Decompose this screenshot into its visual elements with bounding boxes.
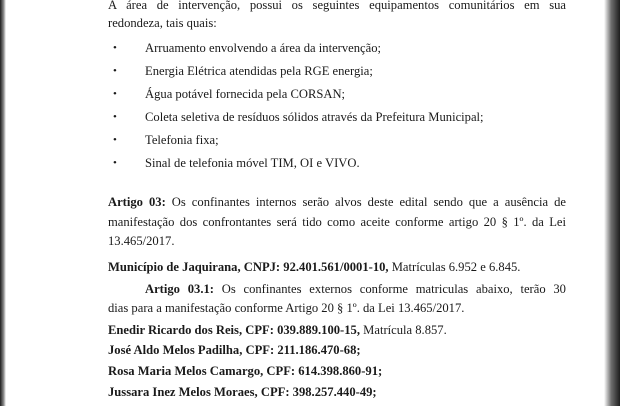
intro-line-1: A área de intervenção, possui os seguintes equipamentos comunitários em sua bbox=[108, 0, 566, 12]
artigo-03-line-1 bbox=[108, 194, 566, 212]
confrontante-name: Rosa Maria Melos Camargo, CPF: 614.398.860-91; bbox=[108, 364, 383, 378]
artigo-03-text: Os confinantes internos serão alvos deste edital sendo que a ausência de bbox=[171, 195, 566, 209]
list-item bbox=[108, 322, 447, 340]
bullet-icon: • bbox=[113, 88, 117, 100]
artigo-031-label: Artigo 03.1: bbox=[145, 282, 214, 296]
municipio-line bbox=[108, 259, 520, 277]
artigo-03-label: Artigo 03: bbox=[108, 195, 166, 209]
list-item: Telefonia fixa; bbox=[145, 133, 219, 147]
list-item bbox=[108, 363, 382, 381]
list-item bbox=[108, 342, 361, 360]
list-item: Coleta seletiva de resíduos sólidos através da Prefeitura Municipal; bbox=[145, 110, 484, 124]
bullet-icon: • bbox=[113, 134, 117, 146]
list-item: Sinal de telefonia móvel TIM, OI e VIVO. bbox=[145, 156, 360, 170]
artigo-031-line-2: dias para a manifestação conforme Artigo 20 § 1º. da Lei 13.465/2017. bbox=[108, 301, 465, 315]
artigo-03-line-2: manifestação dos confrontantes será tido como aceite conforme artigo 20 § 1º. da Lei bbox=[108, 215, 566, 229]
intro-line-2: redondeza, tais quais: bbox=[108, 16, 217, 30]
confrontante-name: Enedir Ricardo dos Reis, CPF: 039.889.100-15, bbox=[108, 323, 360, 337]
bullet-icon: • bbox=[113, 65, 117, 77]
municipio-matriculas: Matrículas 6.952 e 6.845. bbox=[391, 260, 521, 274]
confrontante-matricula: Matrícula 8.857. bbox=[363, 323, 447, 337]
scan-shadow-left bbox=[0, 0, 6, 406]
bullet-icon: • bbox=[113, 42, 117, 54]
artigo-031-line-1 bbox=[145, 281, 566, 299]
list-item: Água potável fornecida pela CORSAN; bbox=[145, 87, 346, 101]
list-item: Arruamento envolvendo a área da intervenção; bbox=[145, 41, 382, 55]
list-item bbox=[108, 384, 377, 402]
confrontante-name: José Aldo Melos Padilha, CPF: 211.186.470-68; bbox=[108, 343, 361, 357]
artigo-031-text: Os confinantes externos conforme matriculas abaixo, terão 30 bbox=[221, 282, 566, 296]
artigo-03-line-3: 13.465/2017. bbox=[108, 234, 175, 248]
list-item: Energia Elétrica atendidas pela RGE energia; bbox=[145, 64, 373, 78]
municipio-name: Município de Jaquirana, CNPJ: 92.401.561/0001-10, bbox=[108, 260, 389, 274]
bullet-icon: • bbox=[113, 111, 117, 123]
confrontante-name: Jussara Inez Melos Moraes, CPF: 398.257.440-49; bbox=[108, 385, 377, 399]
bullet-icon: • bbox=[113, 157, 117, 169]
scan-shadow-right bbox=[604, 0, 620, 406]
